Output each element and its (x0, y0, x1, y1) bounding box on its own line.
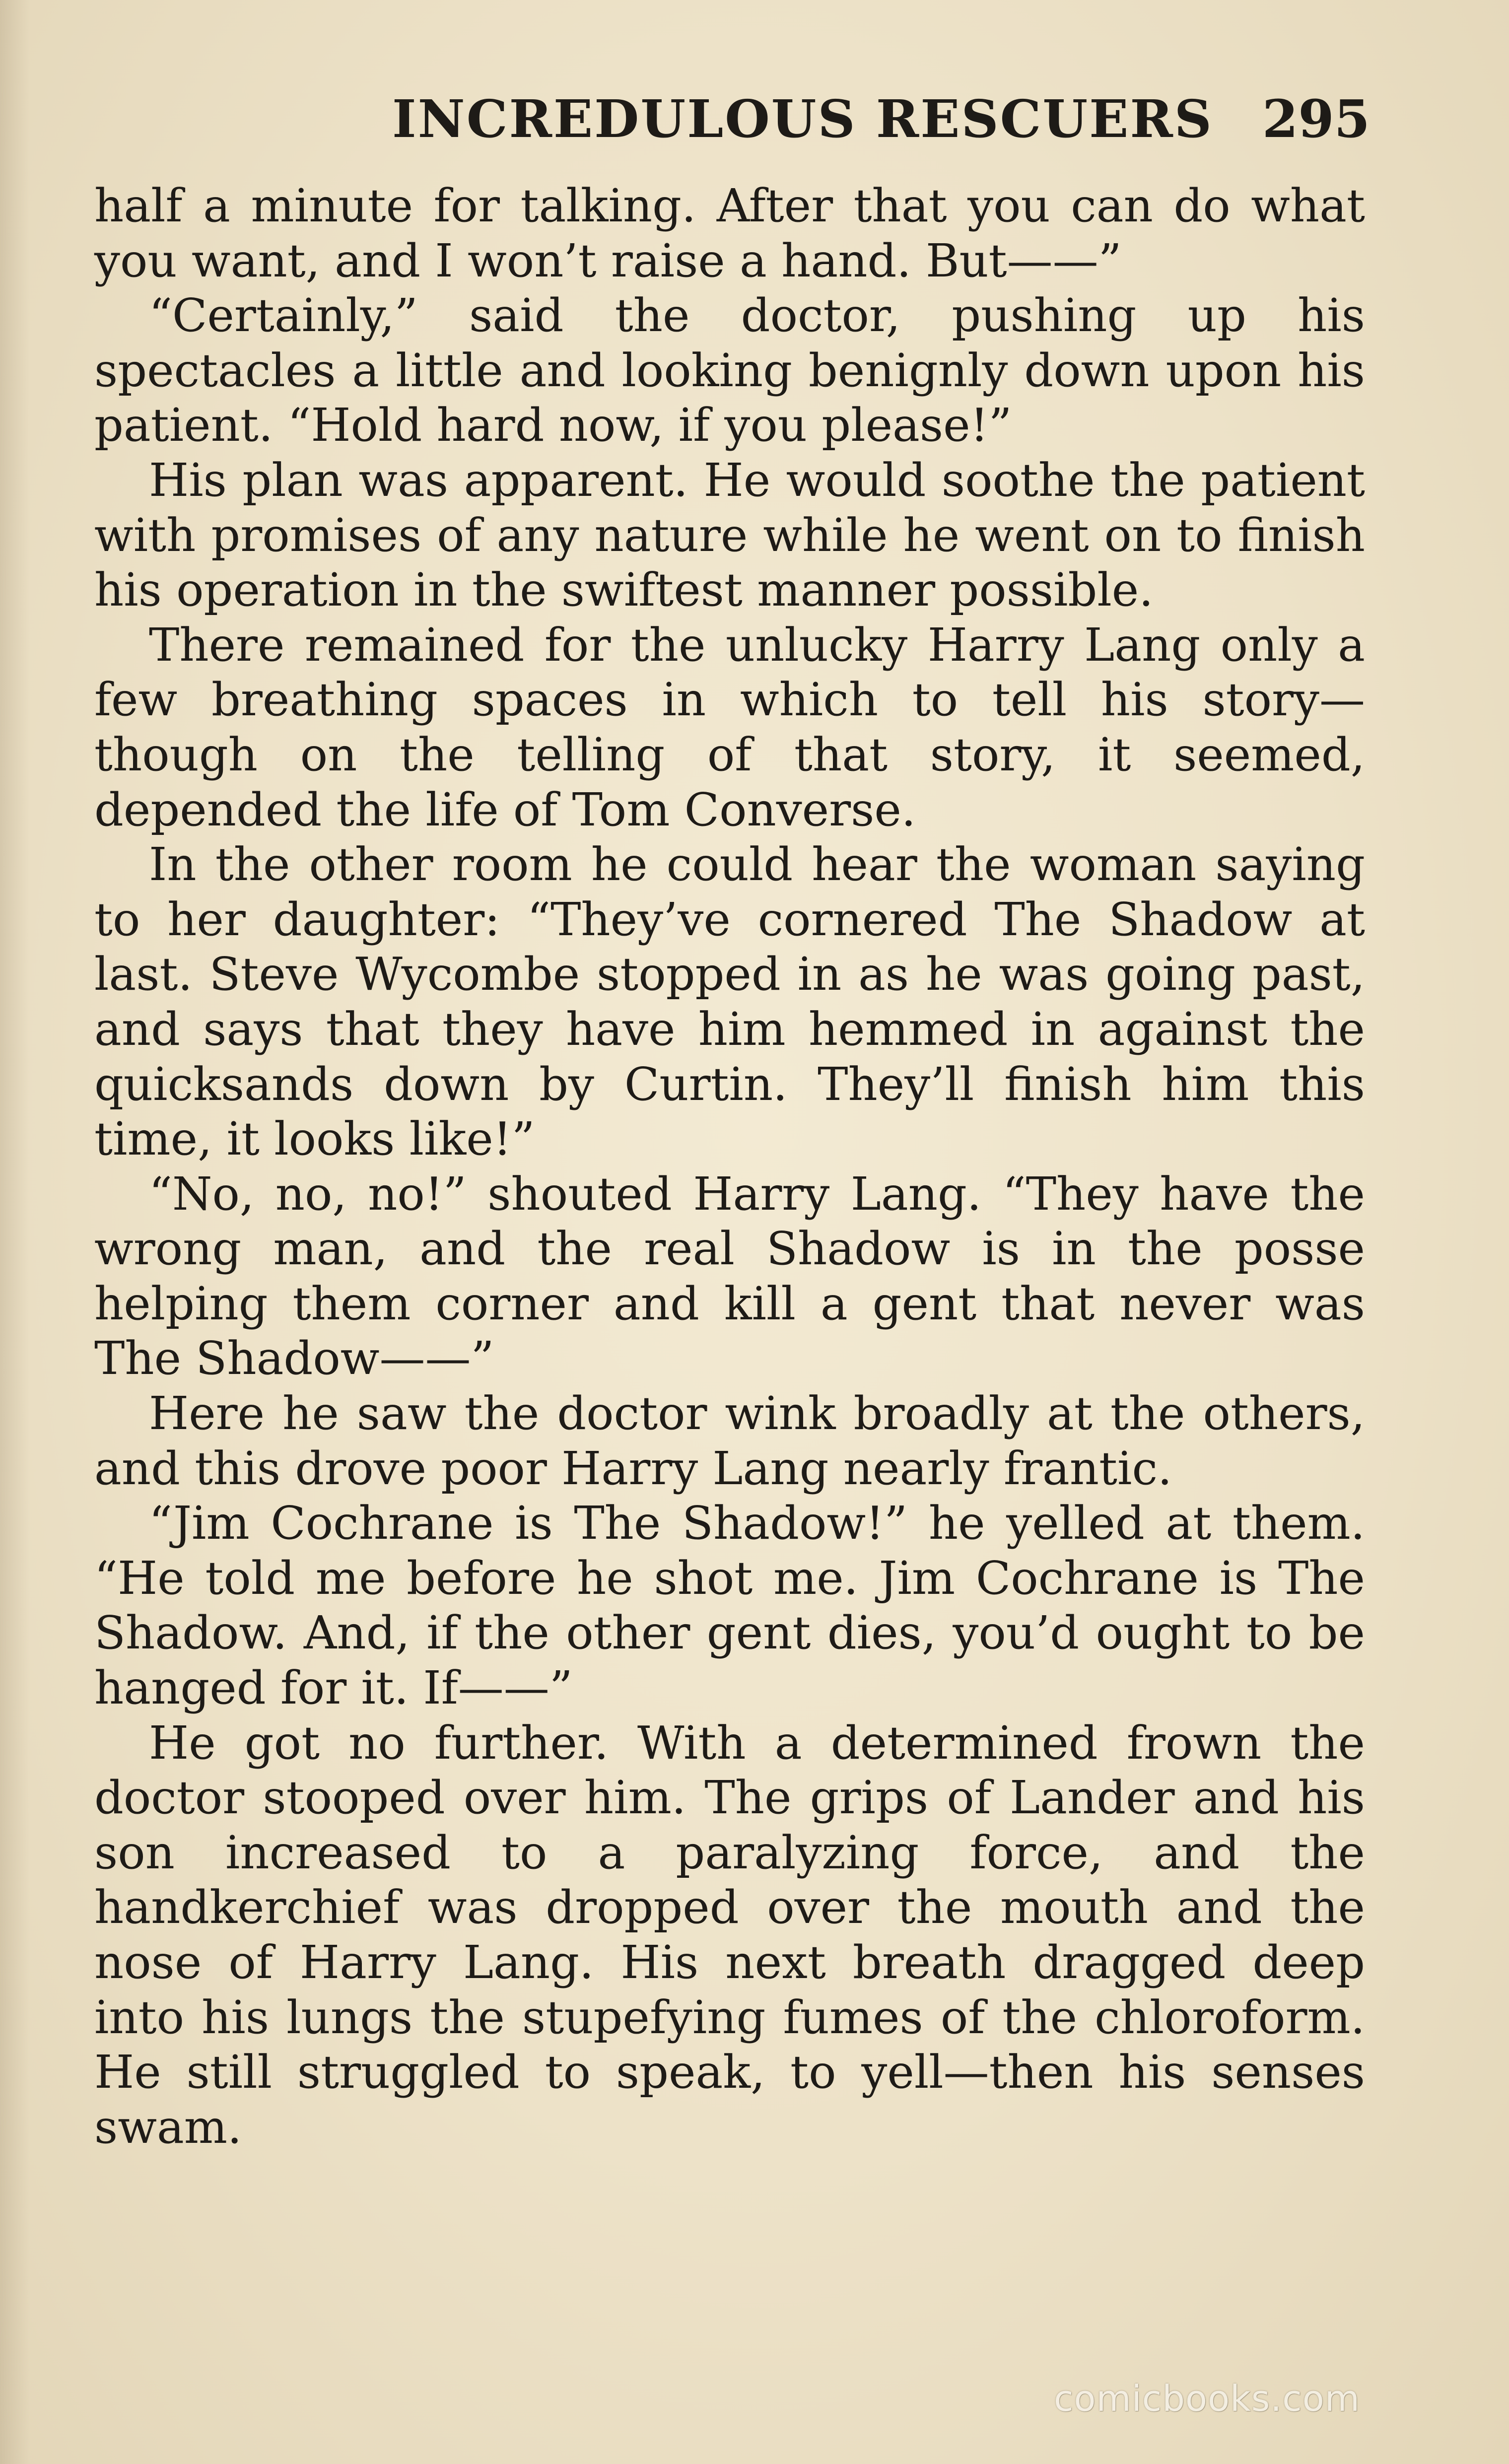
paragraph: In the other room he could hear the woman saying to her daughter: “They’ve cornered The Shadow at last. Steve Wycombe stopped in as he was going past, and says that they have him hemmed in against the quicksands down by Curtin. They’ll finish him this time, it looks like!” (94, 838, 1365, 1166)
page-number: 295 (1262, 88, 1370, 149)
body-text (94, 179, 1365, 2155)
paragraph: “Certainly,” said the doctor, pushing up his spectacles a little and looking benignly down upon his patient. “Hold hard now, if you please!” (94, 289, 1365, 452)
paragraph: Here he saw the doctor wink broadly at the others, and this drove poor Harry Lang nearly frantic. (94, 1387, 1365, 1495)
page-header (94, 84, 1370, 154)
paragraph: “Jim Cochrane is The Shadow!” he yelled at them. “He told me before he shot me. Jim Cochrane is The Shadow. And, if the other gent dies, you’d ought to be hanged for it. If——” (94, 1497, 1365, 1715)
paragraph: He got no further. With a determined frown the doctor stooped over him. The grips of Lander and his son increased to a paralyzing force, and the handkerchief was dropped over the mouth and the nose of Harry Lang. His next breath dragged deep into his lungs the stupefying fumes of the chloroform. He still struggled to speak, to yell—then his senses swam. (94, 1716, 1365, 2154)
paragraph-continued: half a minute for talking. After that you can do what you want, and I won’t raise a hand. But——” (94, 179, 1365, 287)
running-head: INCREDULOUS RESCUERS (392, 88, 1213, 149)
paragraph: His plan was apparent. He would soothe the patient with promises of any nature while he went on to finish his operation in the swiftest manner possible. (94, 453, 1365, 617)
paragraph: “No, no, no!” shouted Harry Lang. “They have the wrong man, and the real Shadow is in the posse helping them corner and kill a gent that never was The Shadow——” (94, 1167, 1365, 1385)
paragraph: There remained for the unlucky Harry Lang only a few breathing spaces in which to tell his story—though on the telling of that story, it seemed, depended the life of Tom Converse. (94, 618, 1365, 836)
page-gutter-shadow (0, 0, 30, 2464)
watermark: comicbooks.com (1053, 2378, 1360, 2419)
